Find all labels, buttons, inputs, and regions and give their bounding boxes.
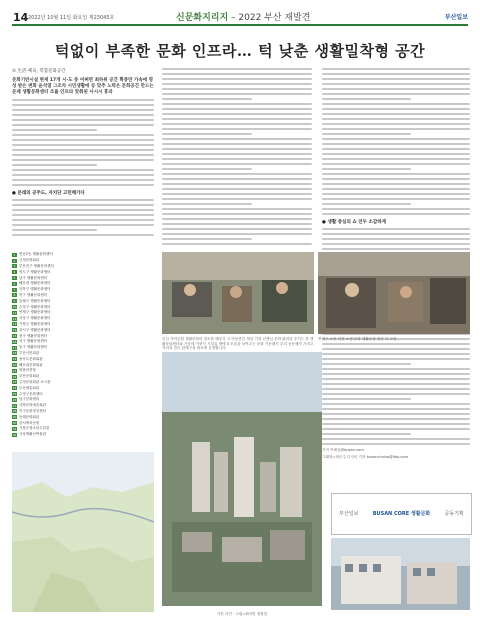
legend-number: 6: [13, 281, 16, 286]
text-line: [322, 348, 470, 350]
text-line: [322, 343, 470, 345]
legend-number: 31: [12, 426, 17, 431]
legend-label: 남구문화센터: [19, 397, 40, 402]
legend-label: 부산문화회관: [19, 374, 40, 379]
legend-label: 연제구 생활문화센터: [19, 310, 51, 315]
text-line: [162, 183, 312, 185]
text-line: [162, 158, 312, 160]
headline: 턱없이 부족한 문화 인프라… 턱 낮춘 생활밀착형 공간: [54, 42, 426, 60]
text-line: [12, 219, 154, 221]
text-line: [12, 154, 154, 156]
city-aerial-photo: [162, 352, 322, 606]
community-photo-1-image: [162, 252, 314, 334]
text-line: [322, 368, 470, 370]
text-line: [162, 178, 312, 180]
text-line: [162, 228, 312, 230]
text-line: [322, 363, 411, 365]
sponsor-mid: BUSAN CORE 생활문화: [372, 510, 431, 517]
text-line: [12, 134, 154, 136]
legend-number: 19: [12, 357, 17, 362]
text-line: [322, 353, 470, 355]
legend-number: 24: [12, 386, 17, 391]
text-line: [322, 403, 470, 405]
text-line: [322, 138, 470, 140]
text-line: [162, 208, 312, 210]
text-line: [322, 243, 470, 245]
text-line: [322, 423, 470, 425]
text-line: [322, 88, 470, 90]
text-line: [322, 413, 470, 415]
legend-label: 북구문화빙상센터: [19, 408, 47, 413]
text-line: [12, 159, 154, 161]
text-line: [12, 129, 97, 131]
text-line: [162, 98, 252, 100]
text-line: [162, 198, 312, 200]
text-line: [322, 398, 411, 400]
subhead-right: ● 생활 중심의 쇼 인두 소감하게: [322, 220, 386, 225]
legend-label: 연산2동 생활문화센터: [19, 252, 53, 257]
legend-number: 28: [12, 409, 17, 414]
text-line: [12, 229, 97, 231]
text-line: [322, 393, 470, 395]
text-line: [322, 103, 470, 105]
text-line: [322, 203, 411, 205]
text-line: [12, 184, 154, 186]
middle-column: [162, 68, 312, 248]
text-line: [322, 118, 470, 120]
text-line: [12, 144, 154, 146]
text-line: [322, 233, 470, 235]
text-line: [162, 113, 312, 115]
legend-number: 16: [12, 339, 17, 344]
text-line: [162, 103, 312, 105]
legend-number: 23: [12, 380, 17, 385]
text-line: [162, 218, 312, 220]
venue-legend: [12, 252, 154, 452]
legend-label: 동래문화회관: [19, 414, 40, 419]
text-line: [162, 148, 312, 150]
body-text-right: [322, 68, 470, 215]
text-line: [162, 193, 312, 195]
legend-number: 18: [12, 351, 17, 356]
community-photo-2: [318, 252, 470, 334]
left-column: [12, 68, 154, 248]
legend-number: 5: [13, 276, 16, 281]
legend-label: 동구 생활문화센터: [19, 345, 48, 350]
legend-label: 해운대문화회관: [19, 362, 43, 367]
legend-number: 7: [13, 287, 16, 292]
text-line: [322, 83, 470, 85]
sponsor-left: 부산일보: [339, 510, 359, 517]
text-line: [162, 73, 312, 75]
legend-label: 부산시민회관: [19, 350, 40, 355]
text-line: [162, 143, 312, 145]
text-line: [322, 433, 411, 435]
legend-label: 서구 생활문화센터: [19, 339, 48, 344]
text-line: [322, 68, 470, 70]
text-line: [322, 373, 470, 375]
text-line: [322, 113, 470, 115]
building-photo: [331, 538, 470, 610]
text-line: [12, 199, 154, 201]
text-line: [12, 119, 154, 121]
legend-label: 영도구 생활문화센터: [19, 269, 51, 274]
text-line: [322, 143, 470, 145]
legend-label: 사상생활사박물관: [19, 432, 47, 437]
text-line: [162, 243, 312, 245]
text-line: [12, 139, 154, 141]
text-line: [322, 418, 470, 420]
text-line: [162, 188, 312, 190]
bottom-photo-credit: 가산 사진 · 그림=최서빈 정장한: [216, 612, 268, 616]
legend-number: 2: [13, 258, 16, 263]
text-line: [162, 123, 312, 125]
building-photo-image: [331, 538, 470, 610]
legend-label: 중구 생활문화센터: [19, 333, 48, 338]
legend-number: 15: [12, 334, 17, 339]
legend-label: 동래구 생활문화센터: [19, 298, 51, 303]
text-line: [322, 238, 470, 240]
legend-number: 12: [12, 316, 17, 321]
legend-number: 3: [13, 264, 16, 269]
text-line: [12, 209, 154, 211]
community-photo-2-image: [318, 252, 470, 334]
text-line: [162, 78, 312, 80]
text-line: [162, 168, 252, 170]
text-line: [162, 83, 312, 85]
text-line: [12, 214, 154, 216]
text-line: [162, 118, 312, 120]
text-line: [322, 158, 470, 160]
text-line: [12, 234, 154, 236]
legend-number: 22: [12, 374, 17, 379]
byline: ⑤ 生活·체육, 복합문화공간: [12, 69, 66, 74]
legend-number: 21: [12, 368, 17, 373]
text-line: [322, 388, 470, 390]
text-line: [322, 193, 470, 195]
text-line: [322, 108, 470, 110]
legend-number: 4: [13, 270, 16, 275]
paper-logo: 부산일보: [444, 14, 468, 21]
busan-map: [12, 452, 154, 612]
text-line: [162, 153, 312, 155]
legend-number: 29: [12, 415, 17, 420]
text-line: [162, 163, 312, 165]
text-line: [12, 124, 154, 126]
text-line: [322, 178, 470, 180]
page-number: 14: [13, 11, 29, 24]
text-line: [162, 203, 252, 205]
text-line: [12, 109, 154, 111]
sponsor-box: [331, 493, 472, 535]
text-line: [12, 224, 154, 226]
text-line: [322, 358, 470, 360]
text-line: [12, 104, 154, 106]
city-aerial-image: [162, 352, 322, 606]
text-line: [162, 233, 312, 235]
text-line: [322, 128, 470, 130]
text-line: [322, 183, 470, 185]
text-line: [322, 228, 470, 230]
legend-label: 북구 생활문화센터: [19, 292, 48, 297]
text-line: [322, 123, 470, 125]
text-line: [322, 163, 470, 165]
legend-number: 8: [13, 293, 16, 298]
text-line: [12, 99, 154, 101]
text-line: [162, 213, 312, 215]
busan-map-graphic: [12, 452, 154, 612]
text-line: [322, 98, 411, 100]
sponsor-right: 공동기획: [444, 510, 464, 517]
header-rule: [12, 24, 468, 26]
legend-label: 사하구 생활문화센터: [19, 287, 51, 292]
legend-number: 27: [12, 403, 17, 408]
legend-label: 기장군 생활문화센터: [19, 321, 51, 326]
legend-label: 금정문화회관 소극장: [19, 379, 51, 384]
text-line: [12, 149, 154, 151]
text-line: [162, 133, 252, 135]
legend-number: 1: [13, 252, 16, 257]
text-line: [322, 248, 470, 250]
text-line: [162, 223, 312, 225]
legend-number: 9: [13, 299, 16, 304]
text-line: [12, 179, 154, 181]
legend-label: 금정문화회관: [19, 258, 40, 263]
section-title-sub: – 2022 부산 재발견: [228, 13, 311, 23]
legend-label: 남구 생활문화센터: [19, 275, 48, 280]
legend-label: 부산진구 생활문화센터: [19, 263, 54, 268]
photo-caption-left: 부산 가야공원 생활문화의 장소를 배우기 고 아동중간 책임 가장 선생님 문화 뛰어남 우기는 중 생활문화센터와 가운데 이중식 시설입 밖에 3 모습을 보여주는 문화 가운데기 우리 공동체가 가지고 저녁과 결국 관계구성 최서에 공정합니다.: [162, 337, 314, 350]
text-line: [322, 78, 470, 80]
legend-label: 수영구 생활문화센터: [19, 304, 51, 309]
lead-paragraph: 문화기반시설 현재 17개 시·도 중 어쩌면 최하위 공간 확충만 가속에 명성 받은 변화 윤석열 그조차 시민생활에 등 맞추 노력은 문화공간 만드는 문제 생활문화센터 조율 인프라 맞춰된 사시시 휴과: [12, 78, 154, 95]
text-line: [322, 438, 470, 440]
legend-label: 강서체육공원: [19, 420, 40, 425]
text-line: [322, 148, 470, 150]
text-line: [322, 213, 470, 215]
text-line: [322, 378, 470, 380]
legend-label: 해운대 생활문화센터: [19, 281, 51, 286]
text-line: [12, 174, 154, 176]
body-text-left: [12, 99, 154, 186]
legend-number: 11: [12, 310, 17, 315]
text-line: [322, 73, 470, 75]
legend-number: 25: [12, 392, 17, 397]
text-line: [12, 114, 154, 116]
legend-label: 기장군청소년수련관: [19, 426, 50, 431]
legend-number: 30: [12, 421, 17, 425]
text-line: [322, 408, 470, 410]
section-title: [176, 10, 311, 23]
legend-number: 13: [12, 322, 17, 327]
text-line: [162, 93, 312, 95]
legend-label: 강서구 생활문화센터: [19, 327, 51, 332]
legend-label: 영화의전당: [19, 368, 36, 373]
legend-number: 14: [12, 328, 17, 333]
legend-label: 을숙도문화회관: [19, 356, 43, 361]
text-line: [12, 204, 154, 206]
body-text-left-2: [12, 199, 154, 236]
text-line: [322, 153, 470, 155]
text-line: [322, 443, 470, 445]
legend-label: 사하문화예술회관: [19, 403, 47, 408]
legend-item: [12, 432, 154, 438]
email-line: 기자 이메일@busan.com: [322, 448, 364, 452]
text-line: [322, 93, 470, 95]
text-line: [322, 168, 411, 170]
subhead-left: ● 본래의 공주도, 자치단 고민해가다: [12, 191, 85, 196]
text-line: [162, 138, 312, 140]
section-title-main: 신문화지리지: [176, 13, 229, 23]
legend-label: 부산예술회관: [19, 385, 40, 390]
text-line: [322, 208, 470, 210]
legend-label: 수영구문화센터: [19, 391, 43, 396]
community-photo-1: [162, 252, 314, 334]
text-line: [162, 128, 312, 130]
text-line: [322, 188, 470, 190]
text-line: [322, 428, 470, 430]
text-line: [162, 68, 312, 70]
graphic-credit: 그래픽=최은주 디자인 기자 busanchulso@ilbo.com: [322, 454, 408, 459]
photo-caption-right: 연제구 소중 이전 소생 문화 생활문화 중단 다 모임: [318, 337, 397, 341]
text-line: [162, 108, 312, 110]
text-line: [322, 133, 411, 135]
legend-number: 26: [12, 397, 17, 402]
text-line: [12, 164, 97, 166]
text-line: [322, 383, 470, 385]
issue-date: 2022년 10월 11일 화요일 제23045호: [28, 15, 115, 21]
text-line: [322, 198, 470, 200]
legend-number: 10: [12, 305, 17, 310]
legend-number: 20: [12, 363, 17, 368]
legend-number: 17: [12, 345, 17, 350]
legend-label: 사상구 생활문화센터: [19, 316, 51, 321]
text-line: [162, 238, 252, 240]
text-line: [12, 169, 154, 171]
text-line: [162, 173, 312, 175]
legend-number: 32: [12, 432, 17, 437]
text-line: [322, 173, 470, 175]
text-line: [162, 88, 312, 90]
